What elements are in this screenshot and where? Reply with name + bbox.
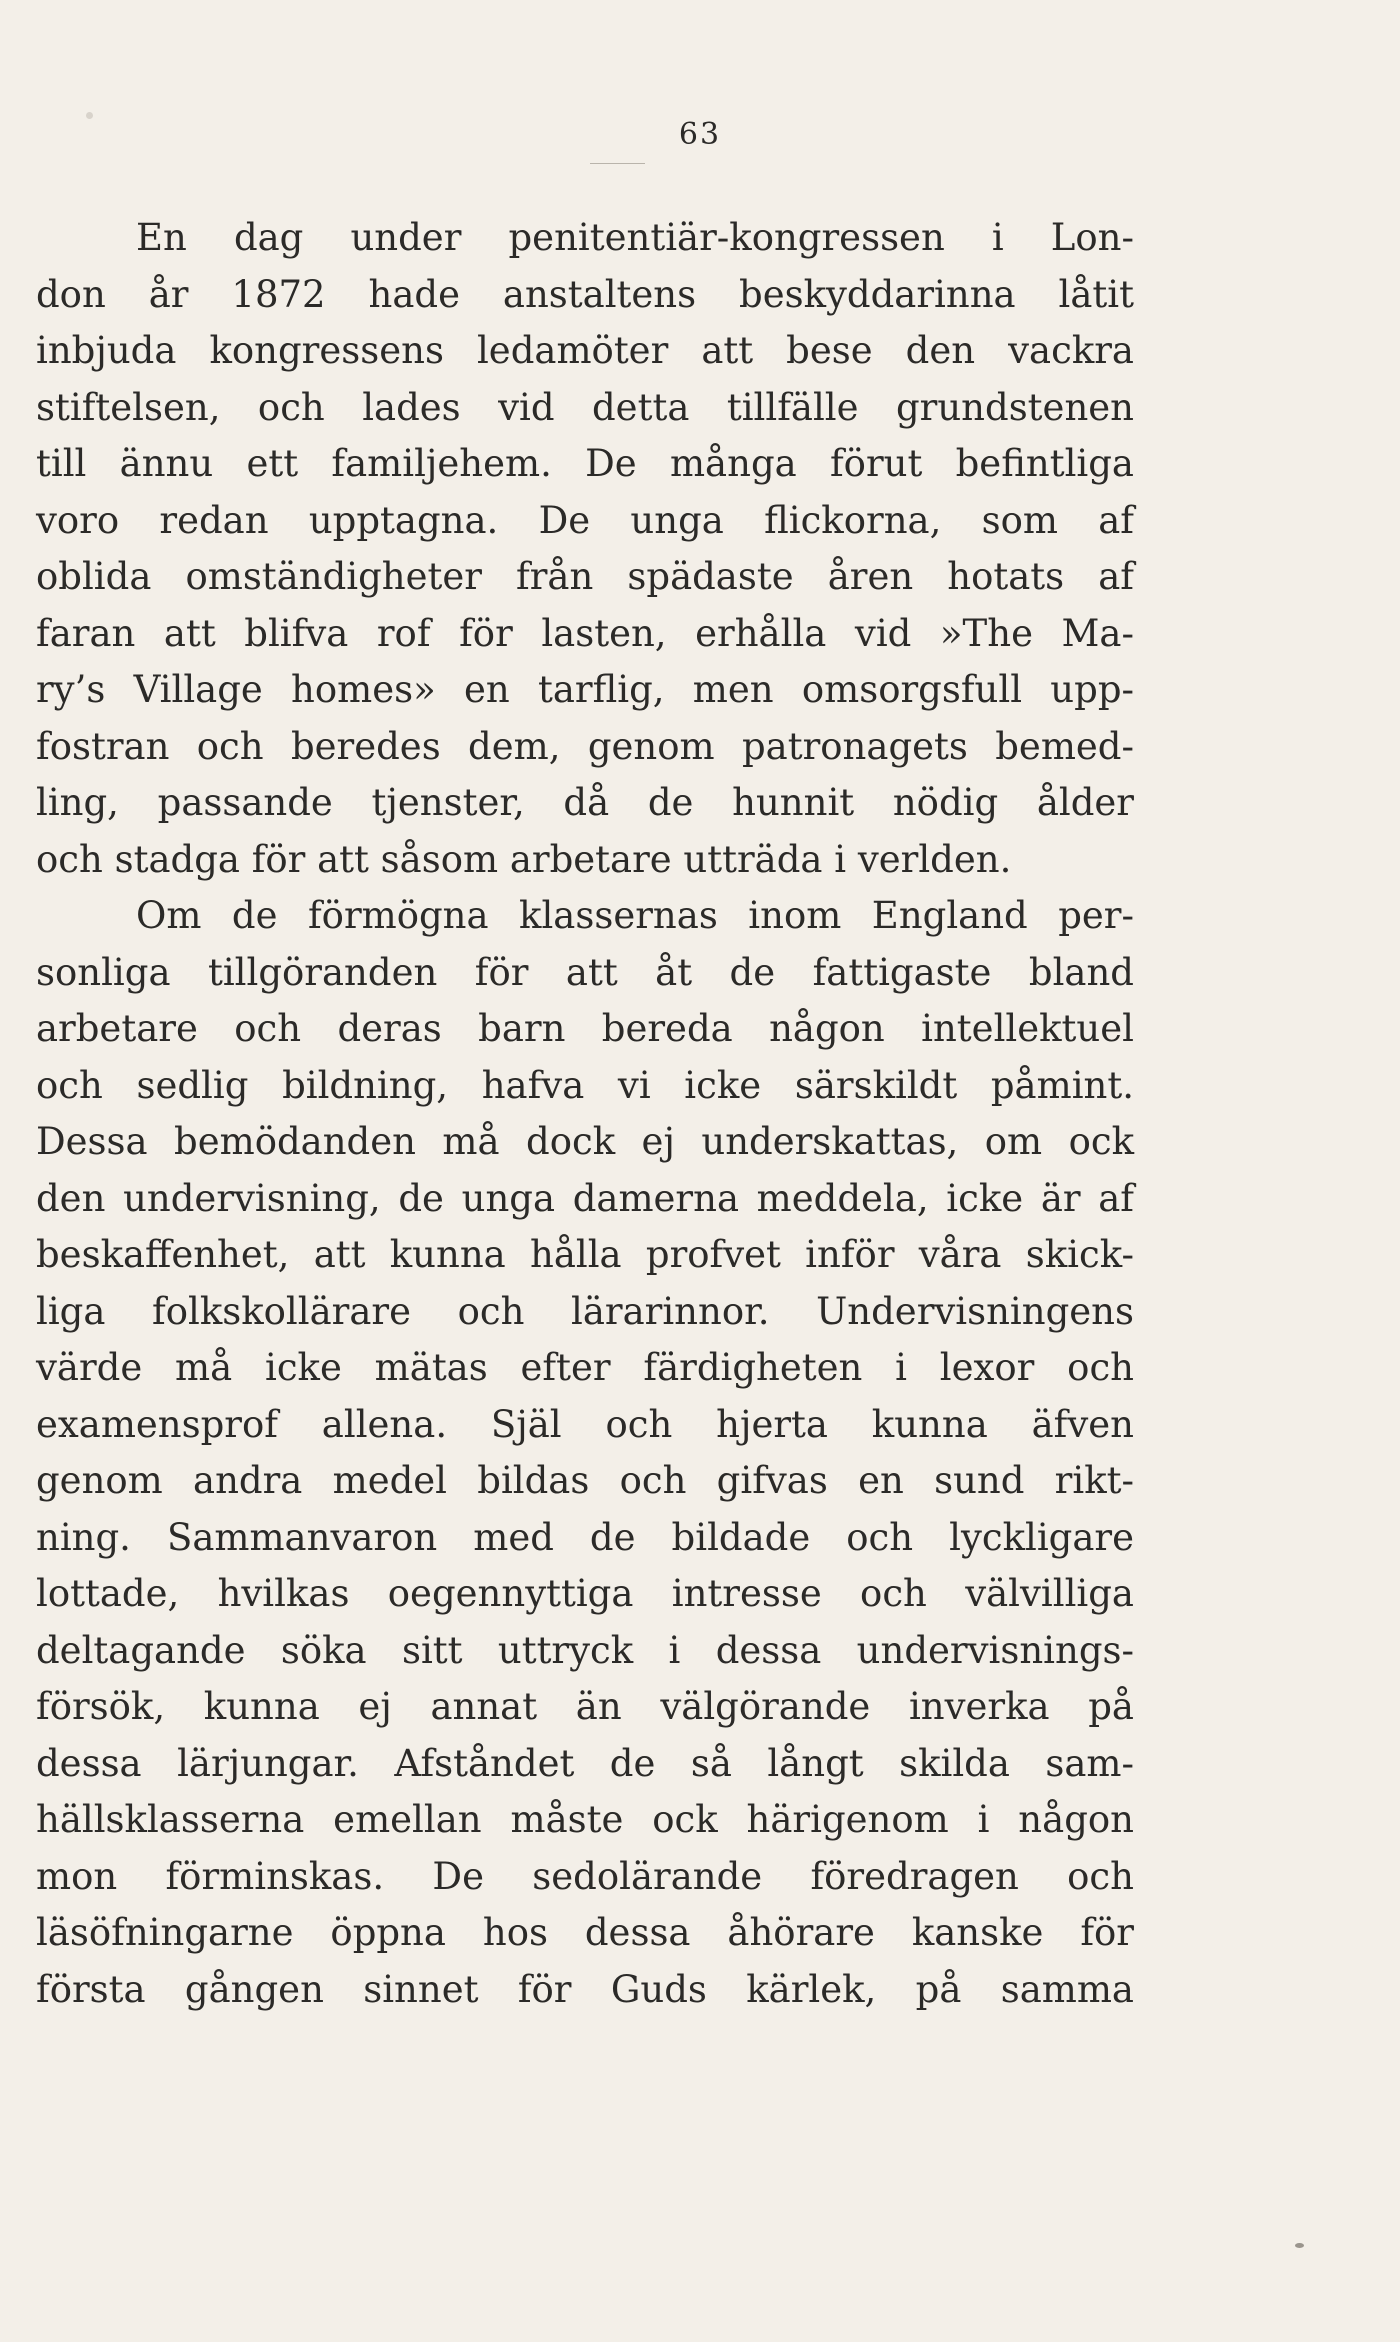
- body-text: [36, 210, 1134, 2018]
- text-line: arbetare och deras barn bereda någon intellektuel: [36, 1007, 1134, 1050]
- text-line: dessa lärjungar. Afståndet de så långt skilda sam-: [36, 1741, 1134, 1785]
- text-line: Dessa bemödanden må dock ej underskattas, om ock: [36, 1120, 1134, 1163]
- text-line: ning. Sammanvaron med de bildade och lyckligare: [36, 1515, 1134, 1559]
- page-number: 63: [678, 117, 722, 152]
- text-line: voro redan upptagna. De unga flickorna, som af: [36, 498, 1134, 542]
- text-line: En dag under penitentiär-kongressen i Lon-: [136, 216, 1134, 259]
- text-line: faran att blifva rof för lasten, erhålla vid »The Ma-: [36, 611, 1134, 655]
- text-line: ry’s Village homes» en tarflig, men omsorgsfull upp-: [36, 668, 1134, 711]
- text-line: och stadga för att såsom arbetare utträda i verlden.: [36, 837, 1012, 881]
- text-line: läsöfningarne öppna hos dessa åhörare kanske för: [36, 1911, 1134, 1954]
- text-line: ling, passande tjenster, då de hunnit nödig ålder: [36, 781, 1134, 824]
- page-number-rule: [590, 163, 645, 164]
- text-line: inbjuda kongressens ledamöter att bese den vackra: [36, 329, 1134, 372]
- text-line: don år 1872 hade anstaltens beskyddarinna låtit: [36, 272, 1134, 316]
- text-line: mon förminskas. De sedolärande föredragen och: [36, 1854, 1134, 1898]
- text-line: försök, kunna ej annat än välgörande inverka på: [36, 1685, 1134, 1728]
- text-line: Om de förmögna klassernas inom England per-: [136, 894, 1134, 937]
- text-line: lottade, hvilkas oegennyttiga intresse och välvilliga: [36, 1572, 1134, 1615]
- paper-speck: [1295, 2243, 1304, 2248]
- text-line: stiftelsen, och lades vid detta tillfälle grundstenen: [36, 385, 1134, 429]
- text-line: och sedlig bildning, hafva vi icke särskildt påmint.: [36, 1063, 1134, 1107]
- text-line: beskaffenhet, att kunna hålla profvet inför våra skick-: [36, 1233, 1134, 1276]
- text-line: till ännu ett familjehem. De många förut befintliga: [36, 442, 1134, 485]
- text-line: första gången sinnet för Guds kärlek, på samma: [36, 1967, 1134, 2011]
- text-line: genom andra medel bildas och gifvas en sund rikt-: [36, 1459, 1134, 1502]
- paper-speck: [86, 112, 93, 119]
- text-line: liga folkskollärare och lärarinnor. Undervisningens: [36, 1289, 1134, 1333]
- text-line: fostran och beredes dem, genom patronagets bemed-: [36, 724, 1134, 768]
- text-line: värde må icke mätas efter färdigheten i lexor och: [36, 1346, 1134, 1389]
- text-line: den undervisning, de unga damerna meddela, icke är af: [36, 1176, 1134, 1220]
- text-line: sonliga tillgöranden för att åt de fattigaste bland: [36, 950, 1134, 994]
- text-line: deltagande söka sitt uttryck i dessa undervisnings-: [36, 1628, 1134, 1672]
- text-line: hällsklasserna emellan måste ock härigenom i någon: [36, 1798, 1134, 1841]
- text-line: oblida omständigheter från spädaste åren hotats af: [36, 555, 1134, 598]
- text-line: examensprof allena. Själ och hjerta kunna äfven: [36, 1402, 1134, 1446]
